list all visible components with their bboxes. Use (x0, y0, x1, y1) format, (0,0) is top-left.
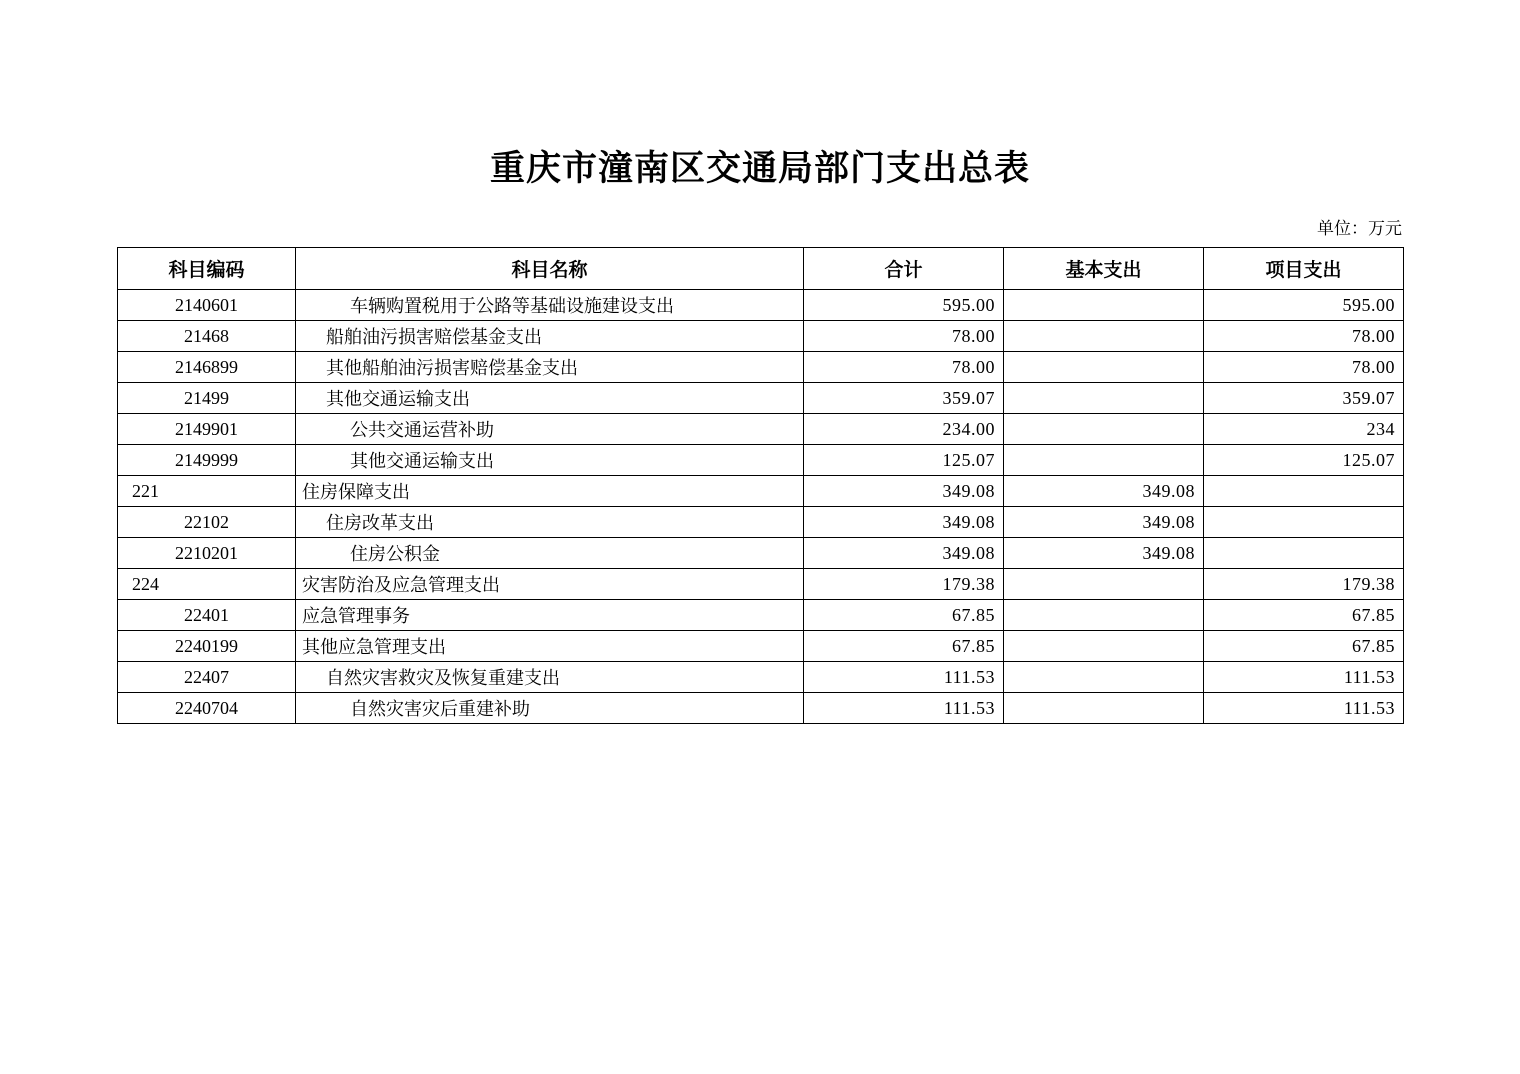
cell-project: 359.07 (1204, 383, 1404, 414)
table-row (118, 321, 1404, 352)
table-body (118, 290, 1404, 724)
column-header-basic: 基本支出 (1004, 248, 1204, 290)
table-row (118, 569, 1404, 600)
cell-project (1204, 476, 1404, 507)
cell-subject-code: 21468 (118, 321, 296, 352)
cell-subject-code: 2240704 (118, 693, 296, 724)
cell-subject-name: 其他交通运输支出 (296, 445, 804, 476)
cell-basic (1004, 445, 1204, 476)
cell-subject-name: 公共交通运营补助 (296, 414, 804, 445)
cell-subject-code: 2149901 (118, 414, 296, 445)
cell-basic (1004, 352, 1204, 383)
cell-subject-code: 224 (118, 569, 296, 600)
cell-subject-name: 自然灾害灾后重建补助 (296, 693, 804, 724)
table-row (118, 414, 1404, 445)
page-title: 重庆市潼南区交通局部门支出总表 (489, 149, 1030, 189)
column-header-name: 科目名称 (296, 248, 804, 290)
cell-project: 67.85 (1204, 631, 1404, 662)
cell-basic (1004, 383, 1204, 414)
table-row (118, 383, 1404, 414)
cell-basic (1004, 662, 1204, 693)
cell-total: 111.53 (804, 662, 1004, 693)
cell-total: 111.53 (804, 693, 1004, 724)
cell-project: 595.00 (1204, 290, 1404, 321)
cell-subject-name: 车辆购置税用于公路等基础设施建设支出 (296, 290, 804, 321)
expenditure-summary-table (117, 247, 1404, 724)
cell-subject-name: 住房改革支出 (296, 507, 804, 538)
cell-basic: 349.08 (1004, 507, 1204, 538)
cell-subject-name: 其他交通运输支出 (296, 383, 804, 414)
cell-total: 78.00 (804, 321, 1004, 352)
cell-project: 111.53 (1204, 662, 1404, 693)
cell-subject-code: 2210201 (118, 538, 296, 569)
cell-total: 125.07 (804, 445, 1004, 476)
cell-subject-code: 2149999 (118, 445, 296, 476)
table-row (118, 445, 1404, 476)
cell-subject-code: 2146899 (118, 352, 296, 383)
table-header (118, 248, 1404, 290)
cell-total: 67.85 (804, 600, 1004, 631)
cell-total: 359.07 (804, 383, 1004, 414)
table-row (118, 352, 1404, 383)
cell-project: 125.07 (1204, 445, 1404, 476)
cell-subject-name: 住房公积金 (296, 538, 804, 569)
cell-project: 78.00 (1204, 321, 1404, 352)
cell-total: 78.00 (804, 352, 1004, 383)
table-header-row (118, 248, 1404, 290)
cell-total: 595.00 (804, 290, 1004, 321)
cell-total: 349.08 (804, 507, 1004, 538)
cell-subject-name: 住房保障支出 (296, 476, 804, 507)
cell-subject-code: 221 (118, 476, 296, 507)
table-row (118, 662, 1404, 693)
cell-project (1204, 538, 1404, 569)
table-row (118, 631, 1404, 662)
cell-basic: 349.08 (1004, 476, 1204, 507)
cell-total: 179.38 (804, 569, 1004, 600)
table-row (118, 476, 1404, 507)
cell-basic (1004, 569, 1204, 600)
table-row (118, 538, 1404, 569)
cell-project: 67.85 (1204, 600, 1404, 631)
cell-basic (1004, 414, 1204, 445)
cell-basic (1004, 693, 1204, 724)
cell-project: 111.53 (1204, 693, 1404, 724)
cell-subject-name: 其他船舶油污损害赔偿基金支出 (296, 352, 804, 383)
cell-subject-code: 21499 (118, 383, 296, 414)
cell-basic (1004, 600, 1204, 631)
cell-subject-name: 灾害防治及应急管理支出 (296, 569, 804, 600)
cell-subject-code: 2140601 (118, 290, 296, 321)
cell-project: 179.38 (1204, 569, 1404, 600)
cell-subject-code: 22102 (118, 507, 296, 538)
cell-subject-code: 22401 (118, 600, 296, 631)
cell-basic: 349.08 (1004, 538, 1204, 569)
cell-project (1204, 507, 1404, 538)
table-row (118, 600, 1404, 631)
cell-subject-code: 22407 (118, 662, 296, 693)
column-header-project: 项目支出 (1204, 248, 1404, 290)
cell-subject-code: 2240199 (118, 631, 296, 662)
table-row (118, 290, 1404, 321)
column-header-code: 科目编码 (118, 248, 296, 290)
cell-project: 78.00 (1204, 352, 1404, 383)
cell-subject-name: 应急管理事务 (296, 600, 804, 631)
cell-subject-name: 船舶油污损害赔偿基金支出 (296, 321, 804, 352)
cell-basic (1004, 631, 1204, 662)
table-row (118, 693, 1404, 724)
budget-table-container (117, 247, 1403, 724)
cell-project: 234 (1204, 414, 1404, 445)
cell-basic (1004, 321, 1204, 352)
cell-total: 349.08 (804, 476, 1004, 507)
cell-total: 234.00 (804, 414, 1004, 445)
unit-note: 单位：万元 (1317, 219, 1402, 239)
cell-subject-name: 自然灾害救灾及恢复重建支出 (296, 662, 804, 693)
cell-total: 67.85 (804, 631, 1004, 662)
table-row (118, 507, 1404, 538)
column-header-total: 合计 (804, 248, 1004, 290)
cell-subject-name: 其他应急管理支出 (296, 631, 804, 662)
cell-total: 349.08 (804, 538, 1004, 569)
cell-basic (1004, 290, 1204, 321)
